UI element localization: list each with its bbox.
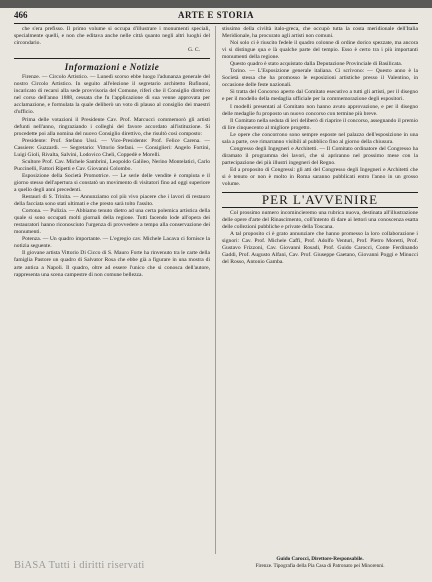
news-paragraph: Potenza. — Un quadro importante. — L'egregio cav. Michele Lacava ci fornisce la notizia seguente. <box>14 236 210 250</box>
promo-rule-bottom <box>222 207 418 208</box>
intro-paragraph: che s'era prefisso. Il primo volume si occupa d'illustrare i monumenti speciali, specialmente quelli, e non che editava anche nelle città quanto negli altri luoghi del circondario. <box>14 26 210 47</box>
promo-paragraph: Col prossimo numero incomincieremo una rubrica nuova, destinata all'illustrazione delle opere d'arte del Rinascimento, coll'intento di dare ai lettori una conoscenza esatta delle collezioni pubbliche e private della Toscana. <box>222 210 418 231</box>
archive-watermark: BiASA Tutti i diritti riservati <box>14 560 145 571</box>
printer-line: Firenze. Tipografia della Pia Casa di Patronato pei Minorenni. <box>255 562 385 569</box>
intro-signature: G. C. <box>188 47 200 54</box>
journal-title: ARTE E STORIA <box>177 10 255 20</box>
news-paragraph: Si tratta del Concorso aperto dal Comitato esecutivo a tutti gli artisti, per il disegno e per il modello della medaglia ufficiale per la commemorazione degli espositori. <box>222 89 418 103</box>
news-paragraph: Congresso degli Ingegneri e Architetti. — Il Comitato ordinatore del Congresso ha diramato il programma dei lavori, che si apriranno nel prossimo mese con la partecipazione dei più illustri ingegneri del Regno. <box>222 145 418 166</box>
news-paragraph: Presidente: Prof. Stefano Ussi. — Vice-Presidente: Prof. Felice Carena. — Cassiere: Guzzardi. — Segretario: Vittorio Stefani. — Consiglieri: Angelo Fortini, Luigi Gioli, Rivalta, Salvini, Lodovico Cheli, Coppedè e Morelli. <box>14 137 210 158</box>
news-paragraph: Il Comitato nella seduta di ieri deliberò di riaprire il concorso, assegnando il premio di lire cinquecento al migliore progetto. <box>222 117 418 131</box>
news-paragraph: Il giovane artista Vittorio Di Cicco di S. Mauro Forte ha rinvenuto tra le carte della famiglia Pastore un quadro di Salvator Rosa che ebbe già a figurare in una mostra di arte antica a Napoli. Il quadro, oltre ad essere l'unico che si conosca dell'autore, rappresenta una scena campestre di non comune bellezza. <box>14 250 210 278</box>
scan-top-strip <box>0 0 432 8</box>
news-paragraph: Noi solo ci è riuscito fedele il quadro colonne di ordine dorico spezzate, ma ancora vi si distingue qua e là qualche parte del tempio. Esso è certo tra i più importanti monumenti della regione. <box>222 40 418 61</box>
news-paragraph: stissimo della civiltà italo-greca, che occupò tutta la costa meridionale dell'Italia Meridionale, ha procurato agli artisti non comuni. <box>222 26 418 40</box>
news-paragraph: I modelli presentati al Comitato non hanno avuto approvazione, e per il disegno delle medaglie fu proposto un nuovo concorso con termine più breve. <box>222 103 418 117</box>
imprint <box>222 556 418 569</box>
news-paragraph: Cortona. — Pulizia. — Abbiamo tenuto dietro ad una certa polemica artistica della quale si sono occupati molti giornali della regione. Tutti facendo lode all'opera dei restauratori hanno riconosciuto l'urgenza di provvedere a tempo alla conservazione dei monumenti. <box>14 208 210 236</box>
news-paragraph: Scultore Prof. Cav. Michele Sambrini, Leopoldo Galileo, Nerino Montelatici, Carlo Puccinelli, Fattori Ripetti e Cav. Giovanni Colombo. <box>14 158 210 172</box>
editor-line: Guido Carocci, Direttore-Responsabile. <box>276 556 364 562</box>
news-paragraph: Firenze. — Circolo Artistico. — Lunedì scorso ebbe luogo l'adunanza generale del nostro Circolo Artistico. In seguito all'elezione il segretario architetto Rufinoni, incaricato di recarsi alla sede provvisoria del Comune, riferì che il Consiglio direttivo nel corso dell'anno 1888, cessata che fu l'applicazione di sua venne approvata per acclamazione, e formulata la quale deliberò un voto di plauso al consiglio dei maestri d'ufficio. <box>14 74 210 116</box>
news-paragraph: Ed a proposito di Congressi: gli atti del Congresso degli Ingegneri e Architetti che si è tenuto or non è molto in Roma saranno pubblicati entro l'anno in un grosso volume. <box>222 166 418 188</box>
promo-title: PER L'AVVENIRE <box>261 192 379 208</box>
news-paragraph: Le opere che concorrono sono sempre esposte nel palazzo dell'esposizione in una sala a parte, ove rimarranno visibili al pubblico fino al giorno della chiusura. <box>222 131 418 145</box>
section-title: Informazioni e Notizie <box>64 62 160 73</box>
running-header <box>14 10 418 22</box>
left-column <box>14 26 210 279</box>
section-rule <box>14 58 210 59</box>
news-paragraph: Prima delle votazioni il Presidente Cav. Prof. Marcucci commemorò gli artisti defunti nell'anno, ringraziando i colleghi del favore accordato all'istituzione. Si procedette poi alla nomina del nuovo Consiglio direttivo, che risultò così composto: <box>14 116 210 137</box>
header-rule <box>14 23 418 24</box>
right-column <box>222 26 418 267</box>
news-paragraph: Esposizione della Società Promotrice. — Le serie delle vendite è compiuta e il giorno stesso dell'apertura si constatò un movimento di visitatori fino ad oggi superiore a quello degli anni precedenti. <box>14 172 210 193</box>
page-number: 466 <box>14 10 28 20</box>
news-paragraph: Questo quadro è stato acquistato dalla Deputazione Provinciale di Basilicata. <box>230 61 403 68</box>
news-paragraph: Torino. — L'Esposizione generale italiana. Ci scrivono: — Questo anno è la Società stessa che ha promosso le esposizioni artistiche presso il Valentino, in occasione delle feste nazionali. <box>222 68 418 89</box>
news-paragraph: Restauri di S. Trinita. — Annunziamo col più vivo piacere che i lavori di restauro della facciata sono stati ultimati e che presto sarà tolto l'assito. <box>14 194 210 208</box>
promo-paragraph: A tal proposito ci è grato annunziare che hanno promesso la loro collaborazione i signori: Cav. Prof. Michele Caffi, Prof. Adolfo Venturi, Prof. Pietro Moretti, Prof. Gustavo Frizzoni, Cav. Giovanni Rosadi, Prof. Guido Carocci, Conte Ferdinando Gaddi, Prof. Augusto Alfani, Cav. Prof. Giuseppe Gaetano, Giovanni Poggi e Minucci del Rosso, Antonio Gamba. <box>222 231 418 266</box>
column-divider <box>215 26 216 554</box>
